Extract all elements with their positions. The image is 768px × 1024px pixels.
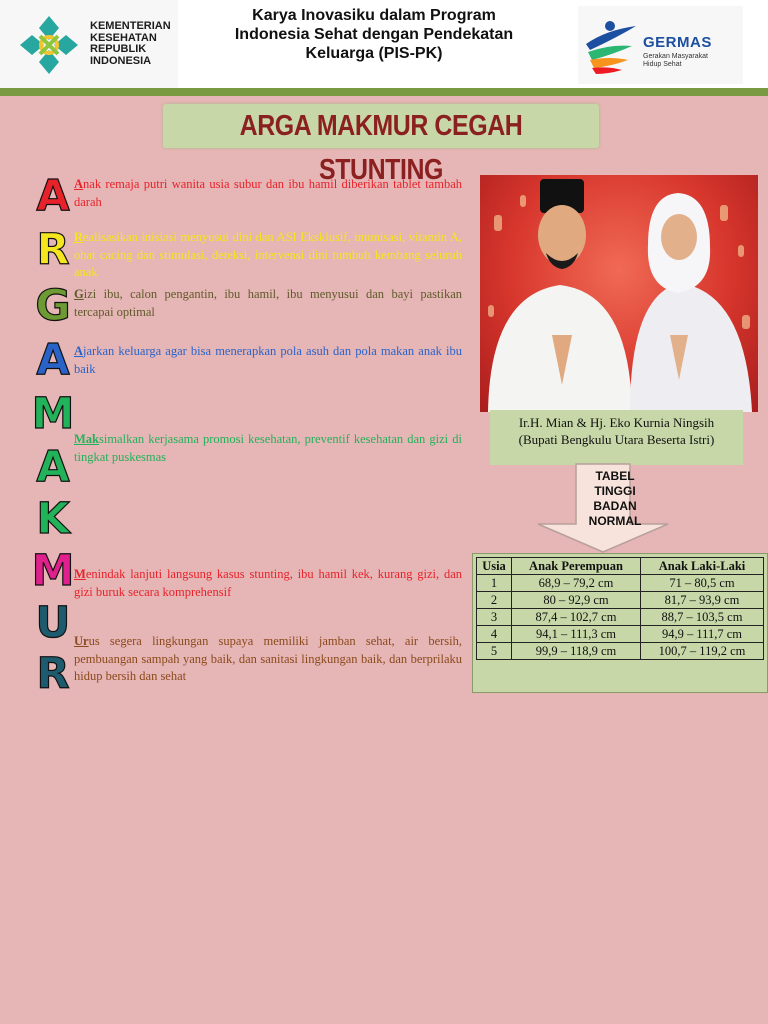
- header-title-line: Indonesia Sehat dengan Pendekatan: [234, 26, 514, 43]
- header-title-line: Keluarga (PIS-PK): [305, 45, 443, 62]
- header-title: [200, 6, 548, 63]
- germas-subtitle-line: Hidup Sehat: [643, 60, 682, 68]
- table-cell: 3: [477, 609, 512, 626]
- table-cell: 94,1 – 111,3 cm: [512, 626, 641, 643]
- table-cell: 2: [477, 592, 512, 609]
- ministry-line: INDONESIA: [90, 54, 152, 67]
- table-cell: 80 – 92,9 cm: [512, 592, 641, 609]
- description-text: ealisasikan inisiasi menyusui dini dan ASI Eksklusif, imunisasi, vitamin A, obat cacing dan stimulasi, deteksi, intervensi dini tumbuh kembang seluruh anak: [74, 230, 462, 279]
- acrostic-letter: G: [35, 281, 71, 331]
- header-title-line: Karya Inovasiku dalam Program: [252, 7, 496, 24]
- kemenkes-logo: [0, 0, 178, 88]
- description-initial: A: [74, 177, 84, 191]
- acrostic-letter: U: [35, 598, 71, 648]
- description-text: enindak lanjuti langsung kasus stunting, ibu hamil kek, kurang gizi, dan gizi buruk secara komprehensif: [74, 567, 462, 599]
- acrostic-letter: A: [36, 335, 70, 385]
- banner-title: ARGA MAKMUR CEGAH STUNTING: [239, 110, 523, 186]
- acrostic-description: [74, 343, 462, 378]
- table-cell: 94,9 – 111,7 cm: [641, 626, 764, 643]
- arrow-label-line: NORMAL: [588, 514, 642, 528]
- table-header-cell: Anak Perempuan: [512, 558, 641, 575]
- table-cell: 5: [477, 643, 512, 660]
- description-initial: R: [74, 230, 84, 244]
- germas-subtitle: [643, 53, 708, 68]
- kemenkes-emblem-icon: [14, 10, 84, 80]
- table-cell: 81,7 – 93,9 cm: [641, 592, 764, 609]
- description-text: us segera lingkungan supaya memiliki jamban sehat, air bersih, pembuangan sampah yang baik, dan sanitasi lingkungan baik, dan berprilaku hidup bersih dan sehat: [74, 634, 462, 683]
- table-cell: 4: [477, 626, 512, 643]
- table-cell: 87,4 – 102,7 cm: [512, 609, 641, 626]
- ministry-name: [90, 21, 171, 67]
- caption-line: (Bupati Bengkulu Utara Beserta Istri): [518, 432, 715, 447]
- table-body: [477, 575, 764, 660]
- table-cell: 68,9 – 79,2 cm: [512, 575, 641, 592]
- acrostic-letter: M: [31, 546, 75, 596]
- germas-title: GERMAS: [643, 34, 712, 51]
- ministry-line: KEMENTERIAN: [90, 20, 171, 32]
- description-initial: Ur: [74, 634, 89, 648]
- table-row: [477, 643, 764, 660]
- acrostic-description: [74, 431, 462, 466]
- acrostic-letter: R: [36, 225, 70, 275]
- ministry-line: KESEHATAN: [90, 31, 157, 44]
- germas-emblem-icon: [580, 16, 642, 78]
- table-header-cell: Anak Laki-Laki: [641, 558, 764, 575]
- arrow-label-line: TINGGI: [594, 484, 636, 498]
- caption-line: Ir.H. Mian & Hj. Eko Kurnia Ningsih: [518, 415, 715, 430]
- description-initial: Mak: [74, 432, 99, 446]
- description-text: izi ibu, calon pengantin, ibu hamil, ibu menyusui dan bayi pastikan tercapai optimal: [74, 287, 462, 319]
- acrostic-description: [74, 566, 462, 601]
- acrostic-letter: A: [36, 171, 70, 221]
- arrow-label-line: TABEL: [595, 469, 635, 483]
- height-table: [476, 557, 764, 660]
- description-text: jarkan keluarga agar bisa menerapkan pola asuh dan pola makan anak ibu baik: [74, 344, 462, 376]
- acrostic-description: [74, 286, 462, 321]
- header-divider: [0, 88, 768, 96]
- table-row: [477, 626, 764, 643]
- table-row: [477, 575, 764, 592]
- acrostic-letter: R: [36, 649, 70, 699]
- arrow-label: [578, 469, 652, 529]
- acrostic-letter: A: [36, 442, 70, 492]
- acrostic-description: [74, 229, 462, 282]
- ministry-line: REPUBLIK: [90, 43, 147, 55]
- description-initial: M: [74, 567, 86, 581]
- table-cell: 88,7 – 103,5 cm: [641, 609, 764, 626]
- acrostic-description: [74, 633, 462, 686]
- table-cell: 99,9 – 118,9 cm: [512, 643, 641, 660]
- photo-caption: [490, 414, 743, 448]
- table-header-cell: Usia: [477, 558, 512, 575]
- description-initial: G: [74, 287, 84, 301]
- germas-subtitle-line: Gerakan Masyarakat: [643, 53, 708, 60]
- description-text: simalkan kerjasama promosi kesehatan, preventif kesehatan dan gizi di tingkat puskesmas: [74, 432, 462, 464]
- table-cell: 1: [477, 575, 512, 592]
- description-initial: A: [74, 344, 84, 358]
- acrostic-letter: M: [31, 389, 75, 439]
- arrow-label-line: BADAN: [593, 499, 637, 513]
- table-row: [477, 609, 764, 626]
- regent-photo: [480, 175, 758, 412]
- table-cell: 71 – 80,5 cm: [641, 575, 764, 592]
- table-row: [477, 592, 764, 609]
- regent-couple-illustration: [480, 175, 758, 412]
- table-cell: 100,7 – 119,2 cm: [641, 643, 764, 660]
- acrostic-description: [74, 176, 462, 211]
- acrostic-letter: K: [36, 494, 70, 544]
- description-text: nak remaja putri wanita usia subur dan ibu hamil diberikan tablet tambah darah: [74, 177, 462, 209]
- table-header-row: [477, 558, 764, 575]
